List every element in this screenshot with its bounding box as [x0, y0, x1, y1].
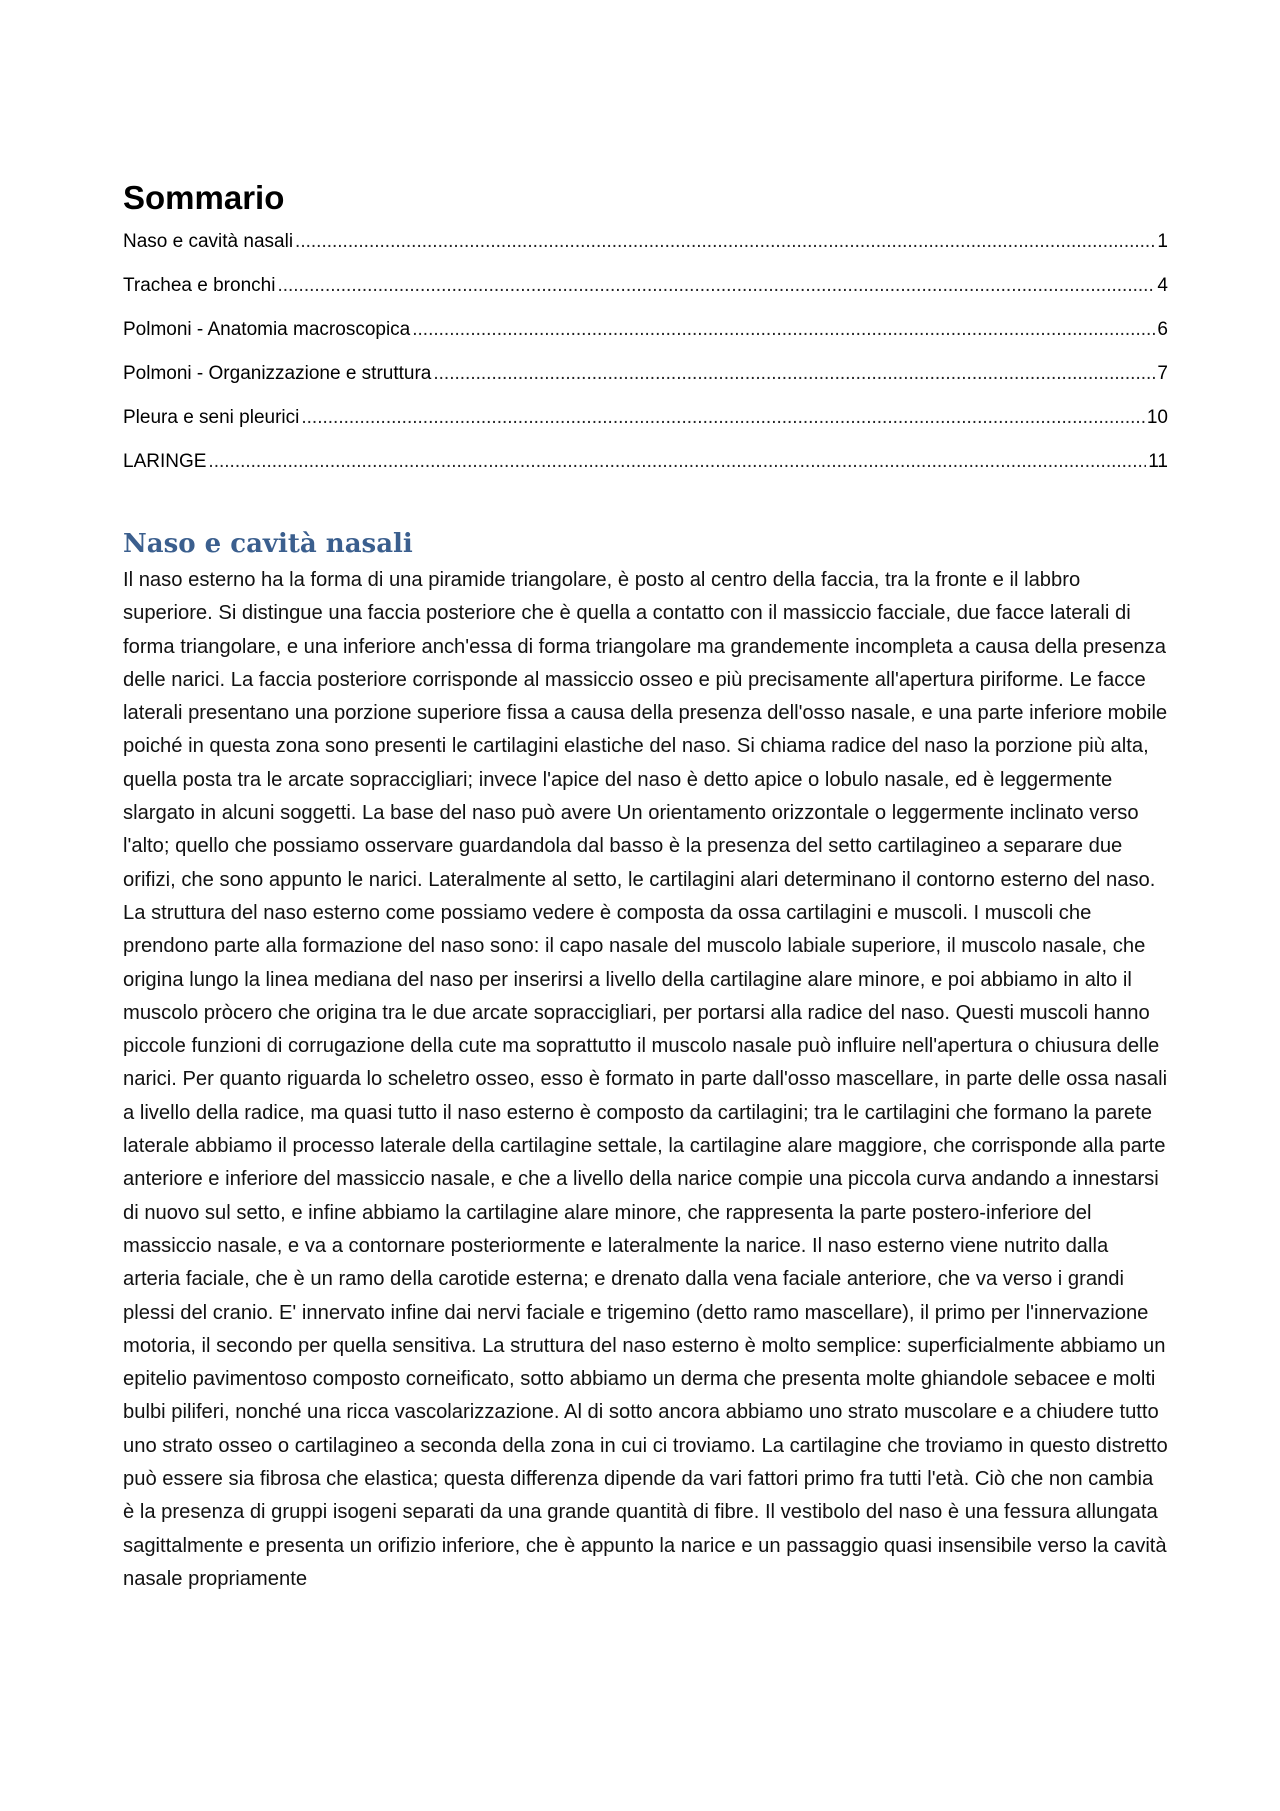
toc-dot-leader: [301, 406, 1144, 429]
toc-entry[interactable]: [123, 230, 1168, 253]
toc-entry[interactable]: [123, 450, 1168, 473]
toc-entry-page: 1: [1157, 231, 1168, 252]
toc-title: Sommario: [123, 179, 285, 216]
toc-entry-page: 10: [1146, 407, 1168, 428]
toc-dot-leader: [295, 230, 1155, 253]
toc-dot-leader: [412, 318, 1155, 341]
toc-entry[interactable]: [123, 274, 1168, 297]
toc-dot-leader: [277, 274, 1155, 297]
page-content: [123, 176, 1168, 1596]
body-paragraph: Il naso esterno ha la forma di una piramide triangolare, è posto al centro della faccia, tra la fronte e il labbro superiore. Si distingue una faccia posteriore che è quella a contatto con il massiccio facciale, due facce laterali di forma triangolare, e una inferiore anch'essa di forma triangolare ma grandemente incompleta a causa della presenza delle narici. La faccia posteriore corrisponde al massiccio osseo e più precisamente all'apertura piriforme. Le facce laterali presentano una porzione superiore fissa a causa della presenza dell'osso nasale, e una parte inferiore mobile poiché in questa zona sono presenti le cartilagini elastiche del naso. Si chiama radice del naso la porzione più alta, quella posta tra le arcate sopraccigliari; invece l'apice del naso è detto apice o lobulo nasale, ed è leggermente slargato in alcuni soggetti. La base del naso può avere Un orientamento orizzontale o leggermente inclinato verso l'alto; quello che possiamo osservare guardandola dal basso è la presenza del setto cartilagineo a separare due orifizi, che sono appunto le narici. Lateralmente al setto, le cartilagini alari determinano il contorno esterno del naso. La struttura del naso esterno come possiamo vedere è composta da ossa cartilagini e muscoli. I muscoli che prendono parte alla formazione del naso sono: il capo nasale del muscolo labiale superiore, il muscolo nasale, che origina lungo la linea mediana del naso per inserirsi a livello della cartilagine alare minore, e poi abbiamo in alto il muscolo pròcero che origina tra le due arcate sopraccigliari, per portarsi alla radice del naso. Questi muscoli hanno piccole funzioni di corrugazione della cute ma soprattutto il muscolo nasale può influire nell'apertura o chiusura delle narici. Per quanto riguarda lo scheletro osseo, esso è formato in parte dall'osso mascellare, in parte delle ossa nasali a livello della radice, ma quasi tutto il naso esterno è composto da cartilagini; tra le cartilagini che formano la parete laterale abbiamo il processo laterale della cartilagine settale, la cartilagine alare maggiore, che corrisponde alla parte anteriore e inferiore del massiccio nasale, e che a livello della narice compie una piccola curva andando a innestarsi di nuovo sul setto, e infine abbiamo la cartilagine alare minore, che rappresenta la parte postero-inferiore del massiccio nasale, e va a contornare posteriormente e lateralmente la narice. Il naso esterno viene nutrito dalla arteria faciale, che è un ramo della carotide esterna; e drenato dalla vena faciale anteriore, che va verso i grandi plessi del cranio. E' innervato infine dai nervi faciale e trigemino (detto ramo mascellare), il primo per l'innervazione motoria, il secondo per quella sensitiva. La struttura del naso esterno è molto semplice: superficialmente abbiamo un epitelio pavimentoso composto corneificato, sotto abbiamo un derma che presenta molte ghiandole sebacee e molti bulbi piliferi, nonché una ricca vascolarizzazione. Al di sotto ancora abbiamo uno strato muscolare e a chiudere tutto uno strato osseo o cartilagineo a seconda della zona in cui ci troviamo. La cartilagine che troviamo in questo distretto può essere sia fibrosa che elastica; questa differenza dipende da vari fattori primo fra tutti l'età. Ciò che non cambia è la presenza di gruppi isogeni separati da una grande quantità di fibre. Il vestibolo del naso è una fessura allungata sagittalmente e presenta un orifizio inferiore, che è appunto la narice e un passaggio quasi insensibile verso la cavità nasale propriamente: [123, 569, 1168, 1590]
table-of-contents: [123, 230, 1168, 473]
toc-dot-leader: [433, 362, 1155, 385]
toc-entry-label: Trachea e bronchi: [123, 275, 276, 296]
toc-entry-label: LARINGE: [123, 451, 207, 472]
toc-entry-page: 6: [1157, 319, 1168, 340]
toc-entry[interactable]: [123, 318, 1168, 341]
toc-dot-leader: [208, 450, 1146, 473]
toc-entry-label: Polmoni - Anatomia macroscopica: [123, 319, 411, 340]
section-heading: Naso e cavità nasali: [123, 529, 413, 559]
toc-entry-label: Naso e cavità nasali: [123, 231, 294, 252]
toc-entry[interactable]: [123, 362, 1168, 385]
toc-entry-label: Pleura e seni pleurici: [123, 407, 300, 428]
toc-entry-page: 4: [1157, 275, 1168, 296]
toc-entry-page: 7: [1157, 363, 1168, 384]
toc-entry-label: Polmoni - Organizzazione e struttura: [123, 363, 432, 384]
toc-entry-page: 11: [1148, 451, 1168, 472]
toc-entry[interactable]: [123, 406, 1168, 429]
